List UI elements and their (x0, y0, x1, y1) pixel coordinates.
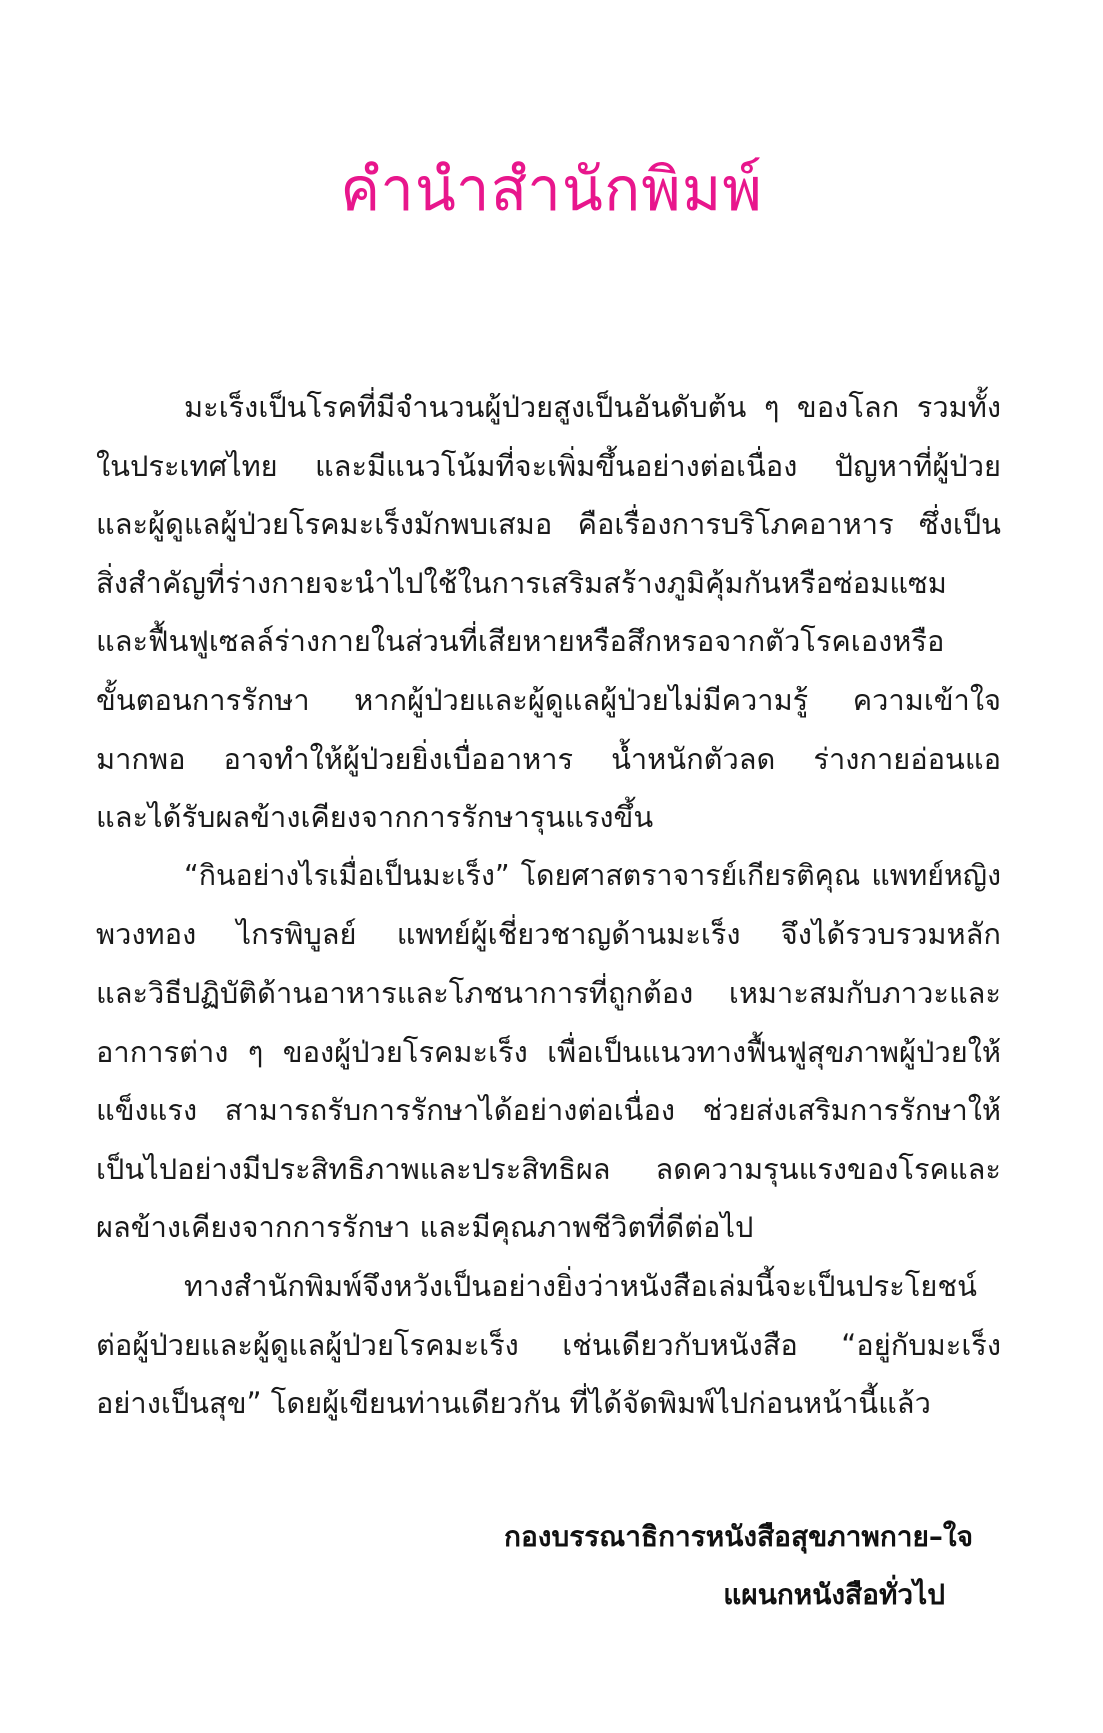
paragraph-line: และได้รับผลข้างเคียงจากการรักษารุนแรงขึ้น (96, 800, 654, 835)
signature-block (504, 1508, 973, 1624)
preface-body (96, 378, 1001, 1433)
paragraph-line: สิ่งสำคัญที่ร่างกายจะนำไปใช้ในการเสริมสร้างภูมิคุ้มกันหรือซ่อมแซม (96, 565, 947, 600)
paragraph-line: อาการต่าง ๆ ของผู้ป่วยโรคมะเร็ง เพื่อเป็นแนวทางฟื้นฟูสุขภาพผู้ป่วยให้ (96, 1034, 1001, 1069)
signature-department: แผนกหนังสือทั่วไป (723, 1578, 945, 1611)
paragraph-line: มากพอ อาจทำให้ผู้ป่วยยิ่งเบื่ออาหาร น้ำหนักตัวลด ร่างกายอ่อนแอ (96, 741, 1001, 776)
paragraph-line: อย่างเป็นสุข” โดยผู้เขียนท่านเดียวกัน ที่ได้จัดพิมพ์ไปก่อนหน้านี้แล้ว (96, 1386, 931, 1421)
paragraph-line: และฟื้นฟูเซลล์ร่างกายในส่วนที่เสียหายหรือสึกหรอจากตัวโรคเองหรือ (96, 624, 945, 659)
paragraph-line: ขั้นตอนการรักษา หากผู้ป่วยและผู้ดูแลผู้ป่วยไม่มีความรู้ ความเข้าใจ (96, 682, 1001, 717)
paragraph-3 (96, 1257, 1001, 1433)
paragraph-line: ในประเทศไทย และมีแนวโน้มที่จะเพิ่มขึ้นอย่างต่อเนื่อง ปัญหาที่ผู้ป่วย (96, 448, 1001, 483)
paragraph-1 (96, 378, 1001, 847)
paragraph-line: “กินอย่างไรเมื่อเป็นมะเร็ง” โดยศาสตราจารย์เกียรติคุณ แพทย์หญิง (184, 858, 1001, 892)
paragraph-line: พวงทอง ไกรพิบูลย์ แพทย์ผู้เชี่ยวชาญด้านมะเร็ง จึงได้รวบรวมหลัก (96, 917, 1001, 952)
paragraph-line: และผู้ดูแลผู้ป่วยโรคมะเร็งมักพบเสมอ คือเรื่องการบริโภคอาหาร ซึ่งเป็น (96, 507, 1001, 542)
paragraph-line: ต่อผู้ป่วยและผู้ดูแลผู้ป่วยโรคมะเร็ง เช่นเดียวกับหนังสือ “อยู่กับมะเร็ง (96, 1327, 1001, 1362)
paragraph-line: มะเร็งเป็นโรคที่มีจำนวนผู้ป่วยสูงเป็นอันดับต้น ๆ ของโลก รวมทั้ง (184, 390, 1001, 424)
paragraph-line: ผลข้างเคียงจากการรักษา และมีคุณภาพชีวิตที่ดีต่อไป (96, 1210, 754, 1245)
paragraph-line: และวิธีปฏิบัติด้านอาหารและโภชนาการที่ถูกต้อง เหมาะสมกับภาวะและ (96, 975, 1001, 1010)
paragraph-line: ทางสำนักพิมพ์จึงหวังเป็นอย่างยิ่งว่าหนังสือเล่มนี้จะเป็นประโยชน์ (184, 1268, 977, 1303)
paragraph-line: เป็นไปอย่างมีประสิทธิภาพและประสิทธิผล ลดความรุนแรงของโรคและ (96, 1151, 1001, 1186)
signature-editorial-board: กองบรรณาธิการหนังสือสุขภาพกาย–ใจ (504, 1520, 973, 1553)
paragraph-2 (96, 847, 1001, 1257)
page-title: คำนำสำนักพิมพ์ (340, 155, 763, 225)
paragraph-line: แข็งแรง สามารถรับการรักษาได้อย่างต่อเนื่อง ช่วยส่งเสริมการรักษาให้ (96, 1093, 1001, 1128)
